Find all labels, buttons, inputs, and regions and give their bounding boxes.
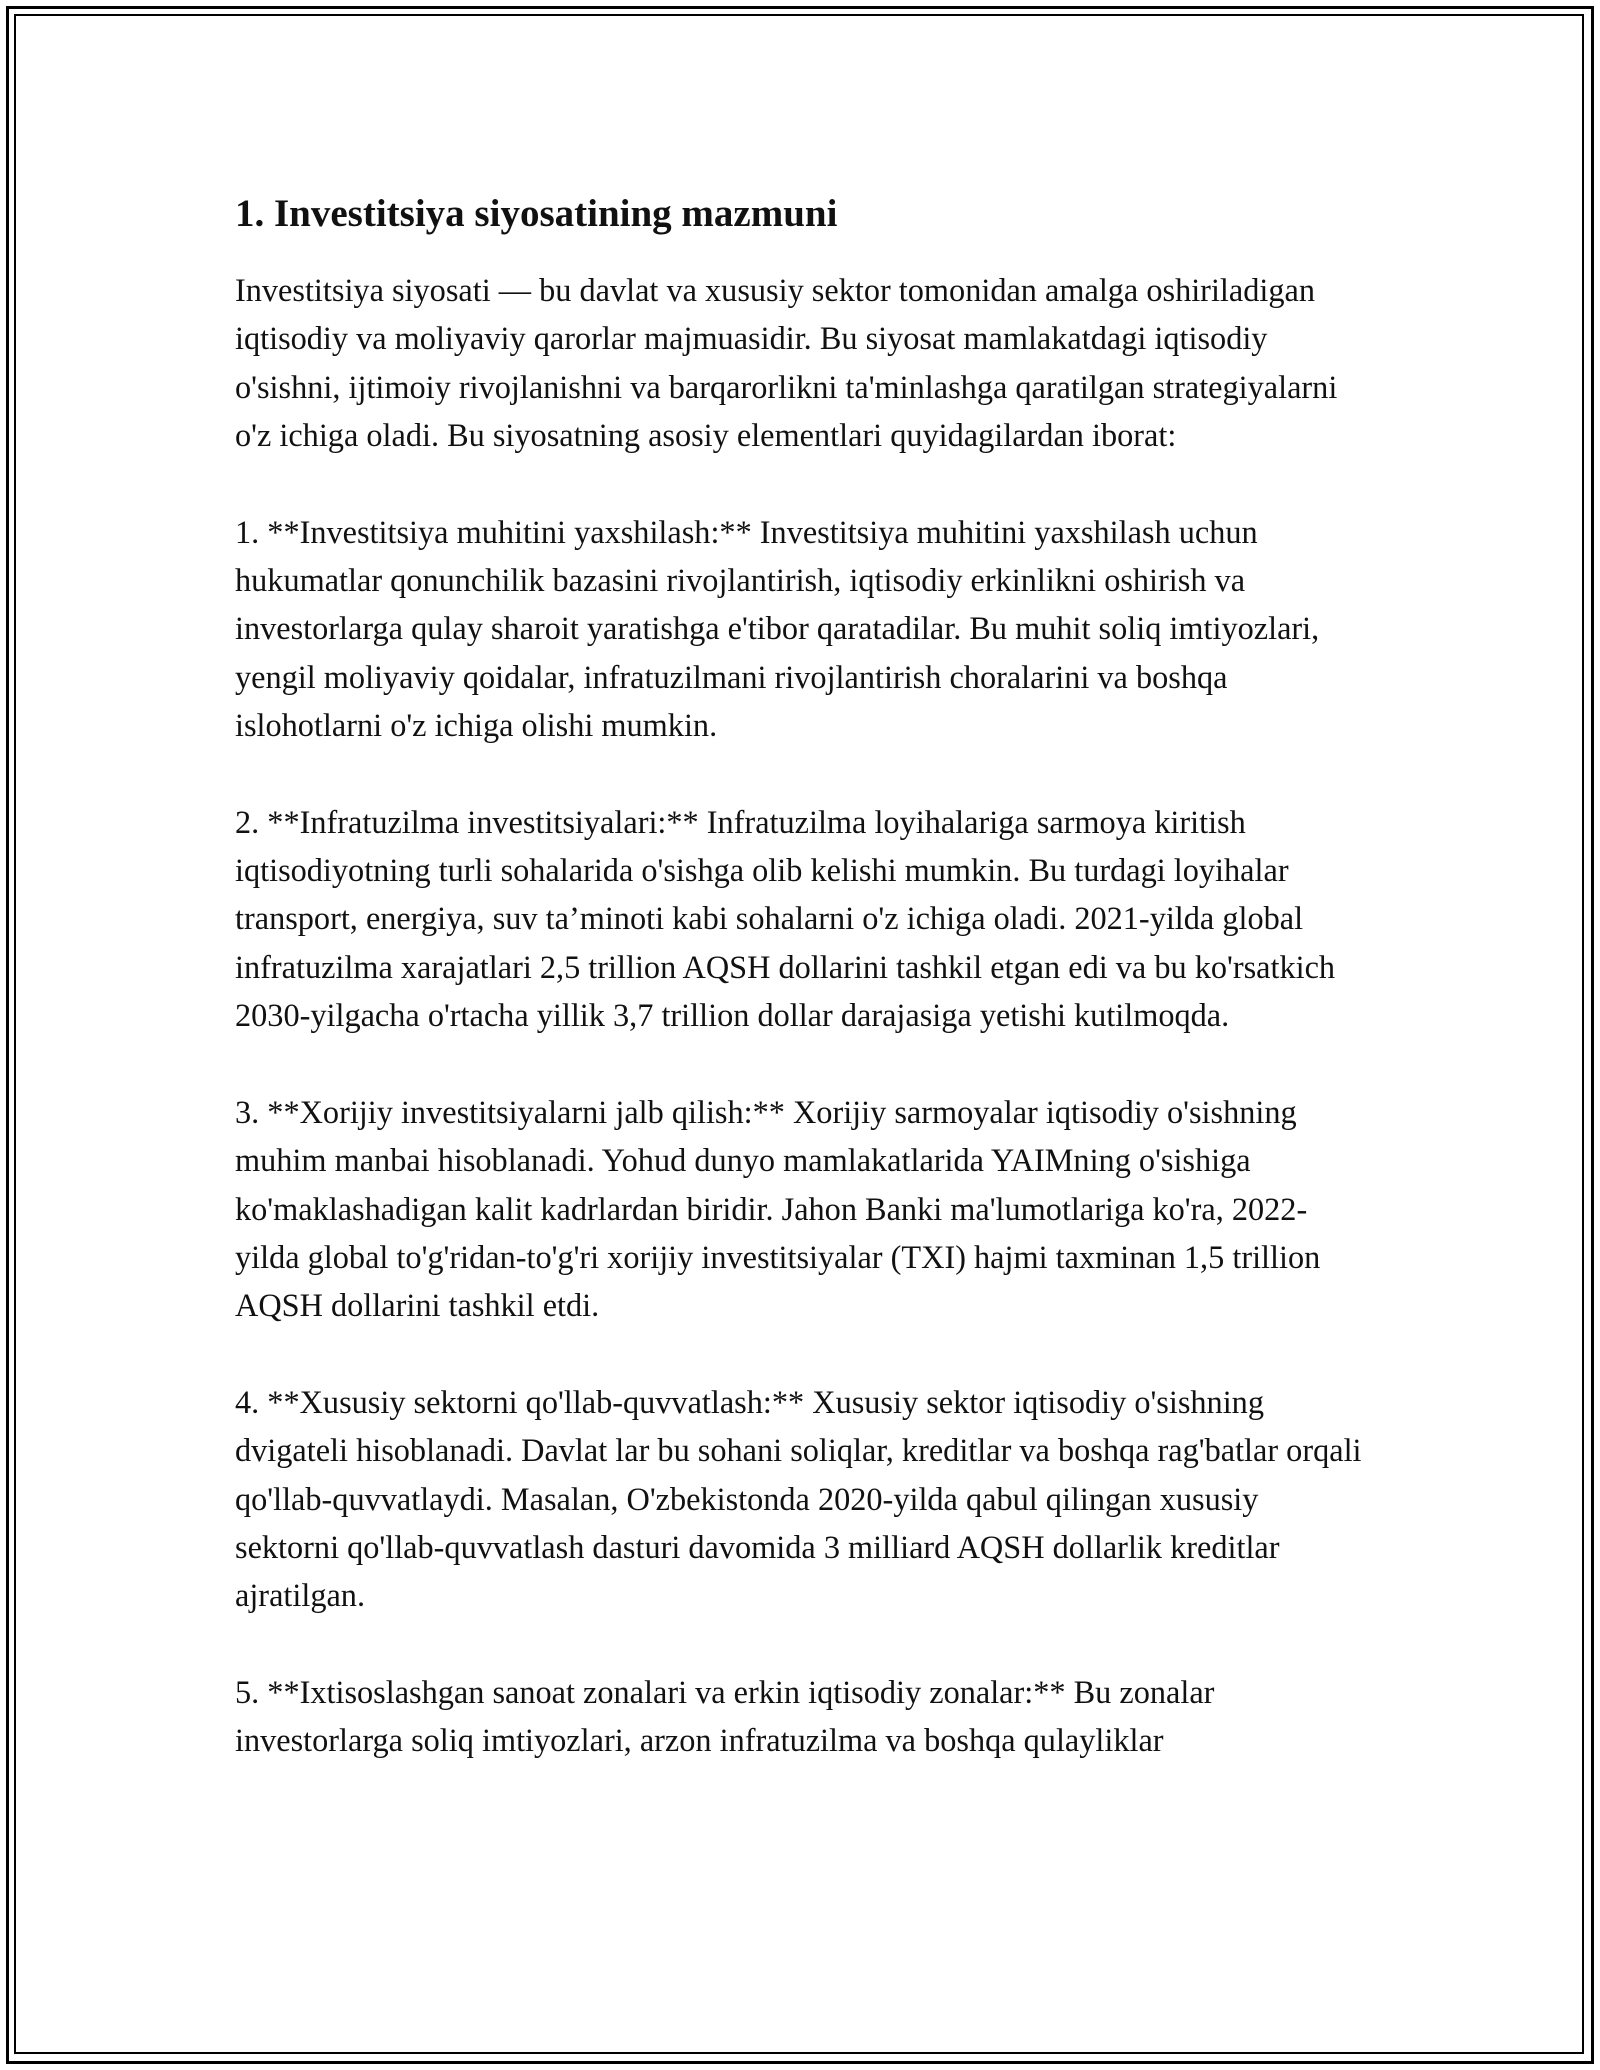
list-item-private-sector: 4. **Xususiy sektorni qo'llab-quvvatlash:** Xususiy sektor iqtisodiy o'sishning dvigateli hisoblanadi. Davlat lar bu sohani soliqlar, kreditlar va boshqa rag'batlar orqali qo'llab-quvvatlaydi. Masalan, O'zbekistonda 2020-yilda qabul qilingan xususiy sektorni qo'llab-quvvatlash dasturi davomida 3 milliard AQSH dollarlik kreditlar ajratilgan. <box>235 1383 1362 1614</box>
list-item-economic-zones: 5. **Ixtisoslashgan sanoat zonalari va erkin iqtisodiy zonalar:** Bu zonalar investorlarga soliq imtiyozlari, arzon infratuzilma va boshqa qulayliklar <box>235 1673 1215 1759</box>
document-body <box>235 186 1365 1813</box>
section-title: 1. Investitsiya siyosatining mazmuni <box>235 192 838 235</box>
intro-paragraph: Investitsiya siyosati — bu davlat va xususiy sektor tomonidan amalga oshiriladigan iqtisodiy va moliyaviy qarorlar majmuasidir. Bu siyosat mamlakatdagi iqtisodiy o'sishni, ijtimoiy rivojlanishni va barqarorlikni ta'minlashga qaratilgan strategiyalarni o'z ichiga oladi. Bu siyosatning asosiy elementlari quyidagilardan iborat: <box>235 272 1338 454</box>
list-item-foreign-investment: 3. **Xorijiy investitsiyalarni jalb qilish:** Xorijiy sarmoyalar iqtisodiy o'sishning muhim manbai hisoblanadi. Yohud dunyo mamlakatlarida YAIMning o'sishiga ko'maklashadigan kalit kadrlardan biridir. Jahon Banki ma'lumotlariga ko'ra, 2022-yilda global to'g'ridan-to'g'ri xorijiy investitsiyalar (TXI) hajmi taxminan 1,5 trillion AQSH dollarini tashkil etdi. <box>235 1093 1321 1324</box>
list-item-investment-climate: 1. **Investitsiya muhitini yaxshilash:** Investitsiya muhitini yaxshilash uchun hukumatlar qonunchilik bazasini rivojlantirish, iqtisodiy erkinlikni oshirish va investorlarga qulay sharoit yaratishga e'tibor qaratadilar. Bu muhit soliq imtiyozlari, yengil moliyaviy qoidalar, infratuzilmani rivojlantirish choralarini va boshqa islohotlarni o'z ichiga olishi mumkin. <box>235 513 1320 744</box>
list-item-infrastructure: 2. **Infratuzilma investitsiyalari:** Infratuzilma loyihalariga sarmoya kiritish iqtisodiyotning turli sohalarida o'sishga olib kelishi mumkin. Bu turdagi loyihalar transport, energiya, suv ta’minoti kabi sohalarni o'z ichiga oladi. 2021-yilda global infratuzilma xarajatlari 2,5 trillion AQSH dollarini tashkil etgan edi va bu ko'rsatkich 2030-yilgacha o'rtacha yillik 3,7 trillion dollar darajasiga yetishi kutilmoqda. <box>235 803 1336 1034</box>
